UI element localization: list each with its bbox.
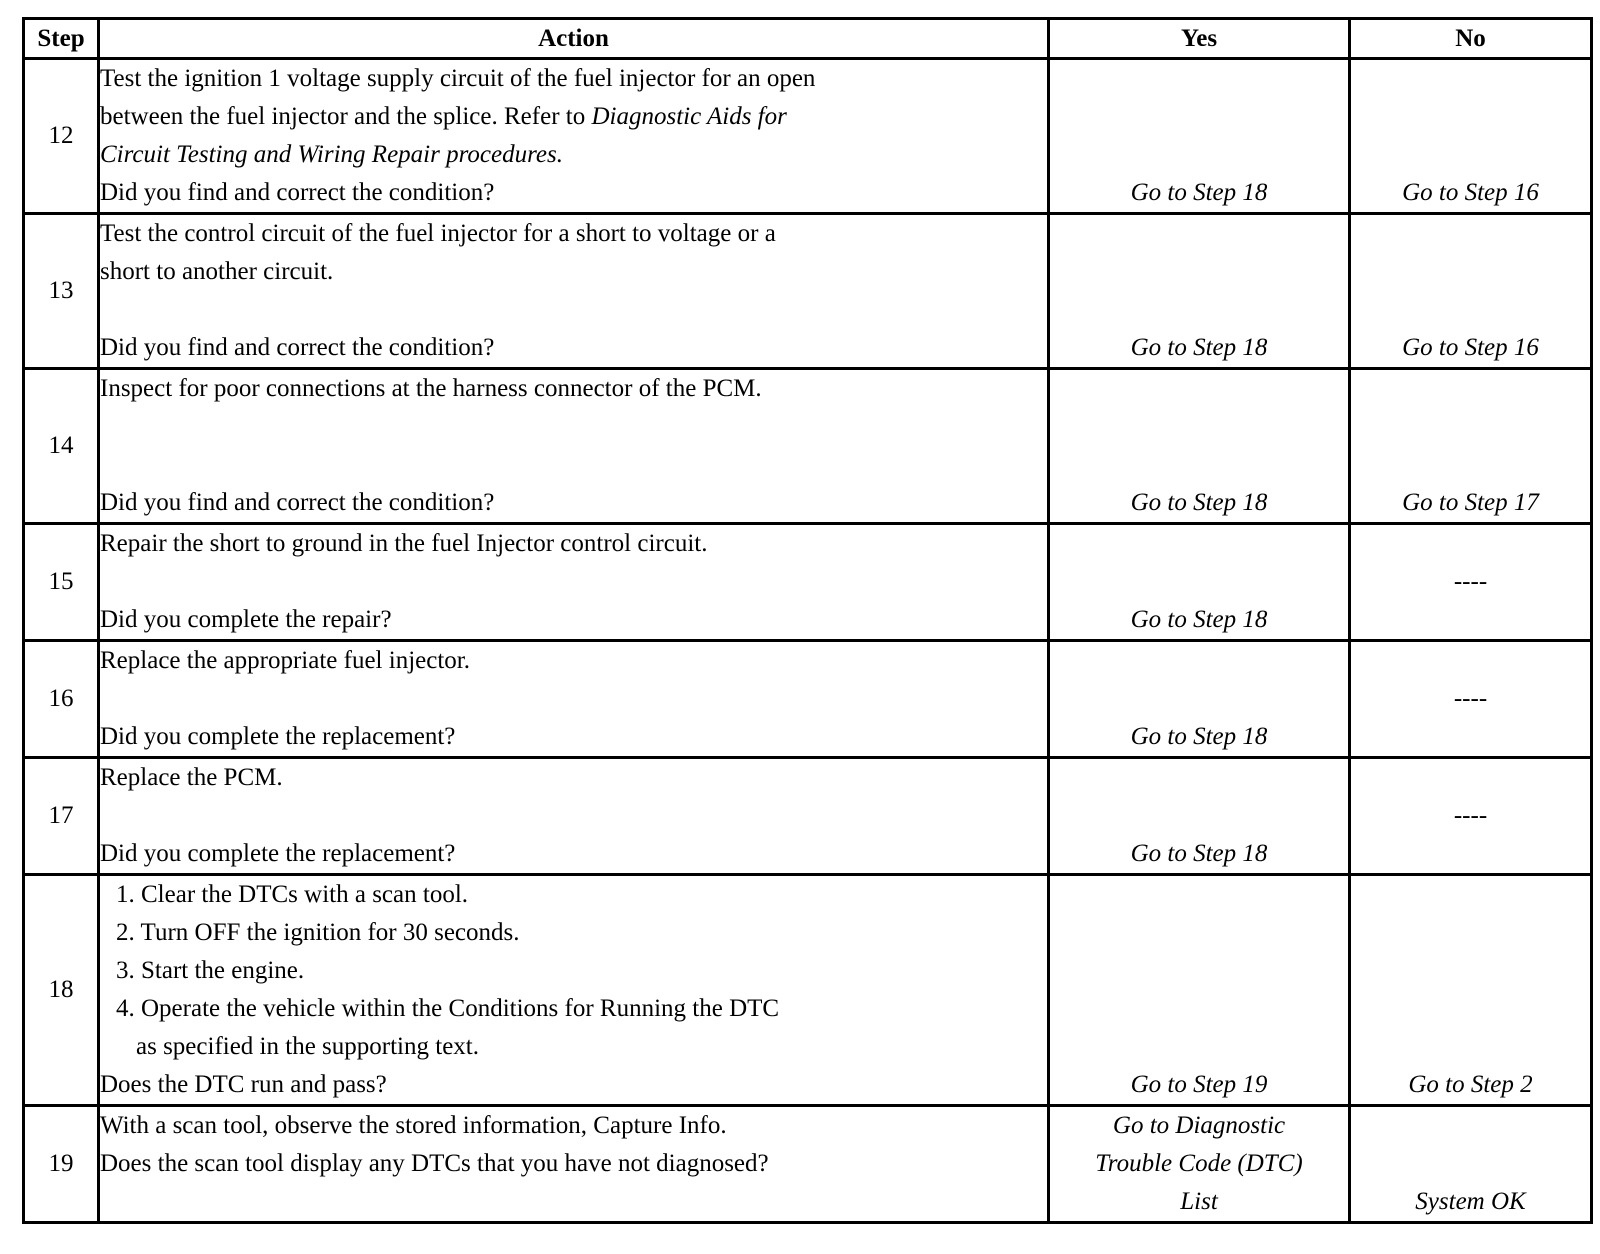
blank-line: [100, 408, 1047, 446]
blank-line: [100, 563, 1047, 601]
yes-answer: Go to Step 18: [1049, 524, 1350, 641]
no-answer: ----: [1350, 758, 1592, 875]
action-text: With a scan tool, observe the stored information, Capture Info.: [100, 1112, 727, 1139]
table-row: [24, 214, 1592, 369]
yes-answer: Go to Step 19: [1049, 875, 1350, 1106]
yes-answer-line: List: [1180, 1188, 1218, 1215]
action-text: short to another circuit.: [100, 258, 334, 285]
blank-line: [100, 797, 1047, 835]
yes-answer-line: Trouble Code (DTC): [1095, 1150, 1303, 1177]
action-cell: [99, 641, 1049, 758]
action-text: Inspect for poor connections at the harness connector of the PCM.: [100, 375, 762, 402]
no-answer: Go to Step 2: [1350, 875, 1592, 1106]
no-answer: ----: [1350, 641, 1592, 758]
table-row: [24, 758, 1592, 875]
procedure-step: 2. Turn OFF the ignition for 30 seconds.: [116, 919, 520, 946]
procedure-step: 3. Start the engine.: [116, 957, 305, 984]
table-row: [24, 875, 1592, 1106]
action-cell: [99, 524, 1049, 641]
procedure-step: 1. Clear the DTCs with a scan tool.: [116, 881, 469, 908]
step-number: 13: [24, 214, 99, 369]
yes-answer: Go to Step 18: [1049, 59, 1350, 214]
step-number: 18: [24, 875, 99, 1106]
table-row: [24, 524, 1592, 641]
step-number: 12: [24, 59, 99, 214]
action-text: between the fuel injector and the splice. Refer to: [100, 103, 592, 130]
table-row: [24, 59, 1592, 214]
step-number: 14: [24, 369, 99, 524]
action-text: Test the control circuit of the fuel injector for a short to voltage or a: [100, 220, 776, 247]
blank-line: [100, 291, 1047, 329]
question-text: Does the DTC run and pass?: [100, 1071, 387, 1098]
procedure-step-continued: as specified in the supporting text.: [136, 1033, 479, 1060]
question-text: Did you complete the repair?: [100, 606, 392, 633]
no-answer: ----: [1350, 524, 1592, 641]
reference-link-text: Diagnostic Aids for: [591, 103, 787, 130]
question-text: Did you complete the replacement?: [100, 840, 456, 867]
action-text: Test the ignition 1 voltage supply circuit of the fuel injector for an open: [100, 65, 816, 92]
header-row: [24, 19, 1592, 59]
action-text-line: [100, 98, 1047, 136]
no-answer: Go to Step 16: [1350, 214, 1592, 369]
yes-answer: Go to Step 18: [1049, 641, 1350, 758]
question-text: Did you find and correct the condition?: [100, 334, 495, 361]
question-text: Did you complete the replacement?: [100, 723, 456, 750]
action-cell: [99, 875, 1049, 1106]
yes-answer: Go to Step 18: [1049, 758, 1350, 875]
reference-link-text: Circuit Testing and Wiring Repair procedures.: [100, 141, 563, 168]
header-yes: Yes: [1049, 19, 1350, 59]
action-text-line: [100, 136, 1047, 174]
step-number: 16: [24, 641, 99, 758]
blank-line: [100, 446, 1047, 484]
step-number: 15: [24, 524, 99, 641]
question-text: Did you find and correct the condition?: [100, 489, 495, 516]
blank-line: [100, 680, 1047, 718]
action-cell: [99, 59, 1049, 214]
header-step: Step: [24, 19, 99, 59]
no-answer: Go to Step 17: [1350, 369, 1592, 524]
header-no: No: [1350, 19, 1592, 59]
action-text: Replace the PCM.: [100, 764, 283, 791]
question-text: Did you find and correct the condition?: [100, 179, 495, 206]
action-cell: [99, 758, 1049, 875]
table-row: [24, 369, 1592, 524]
diagnostic-table: [22, 17, 1593, 1224]
action-cell: [99, 1106, 1049, 1223]
action-text: Replace the appropriate fuel injector.: [100, 647, 470, 674]
table-row: [24, 1106, 1592, 1223]
blank-line: [100, 1183, 1047, 1221]
table-row: [24, 641, 1592, 758]
no-answer: System OK: [1350, 1106, 1592, 1223]
yes-answer: Go to Step 18: [1049, 369, 1350, 524]
yes-answer-line: Go to Diagnostic: [1112, 1112, 1286, 1139]
procedure-step: 4. Operate the vehicle within the Conditions for Running the DTC: [116, 995, 780, 1022]
action-cell: [99, 369, 1049, 524]
yes-answer-cell: [1049, 1106, 1350, 1223]
yes-answer: Go to Step 18: [1049, 214, 1350, 369]
step-number: 19: [24, 1106, 99, 1223]
action-text: Repair the short to ground in the fuel Injector control circuit.: [100, 530, 708, 557]
header-action: Action: [99, 19, 1049, 59]
question-text: Does the scan tool display any DTCs that you have not diagnosed?: [100, 1150, 769, 1177]
action-cell: [99, 214, 1049, 369]
step-number: 17: [24, 758, 99, 875]
no-answer: Go to Step 16: [1350, 59, 1592, 214]
